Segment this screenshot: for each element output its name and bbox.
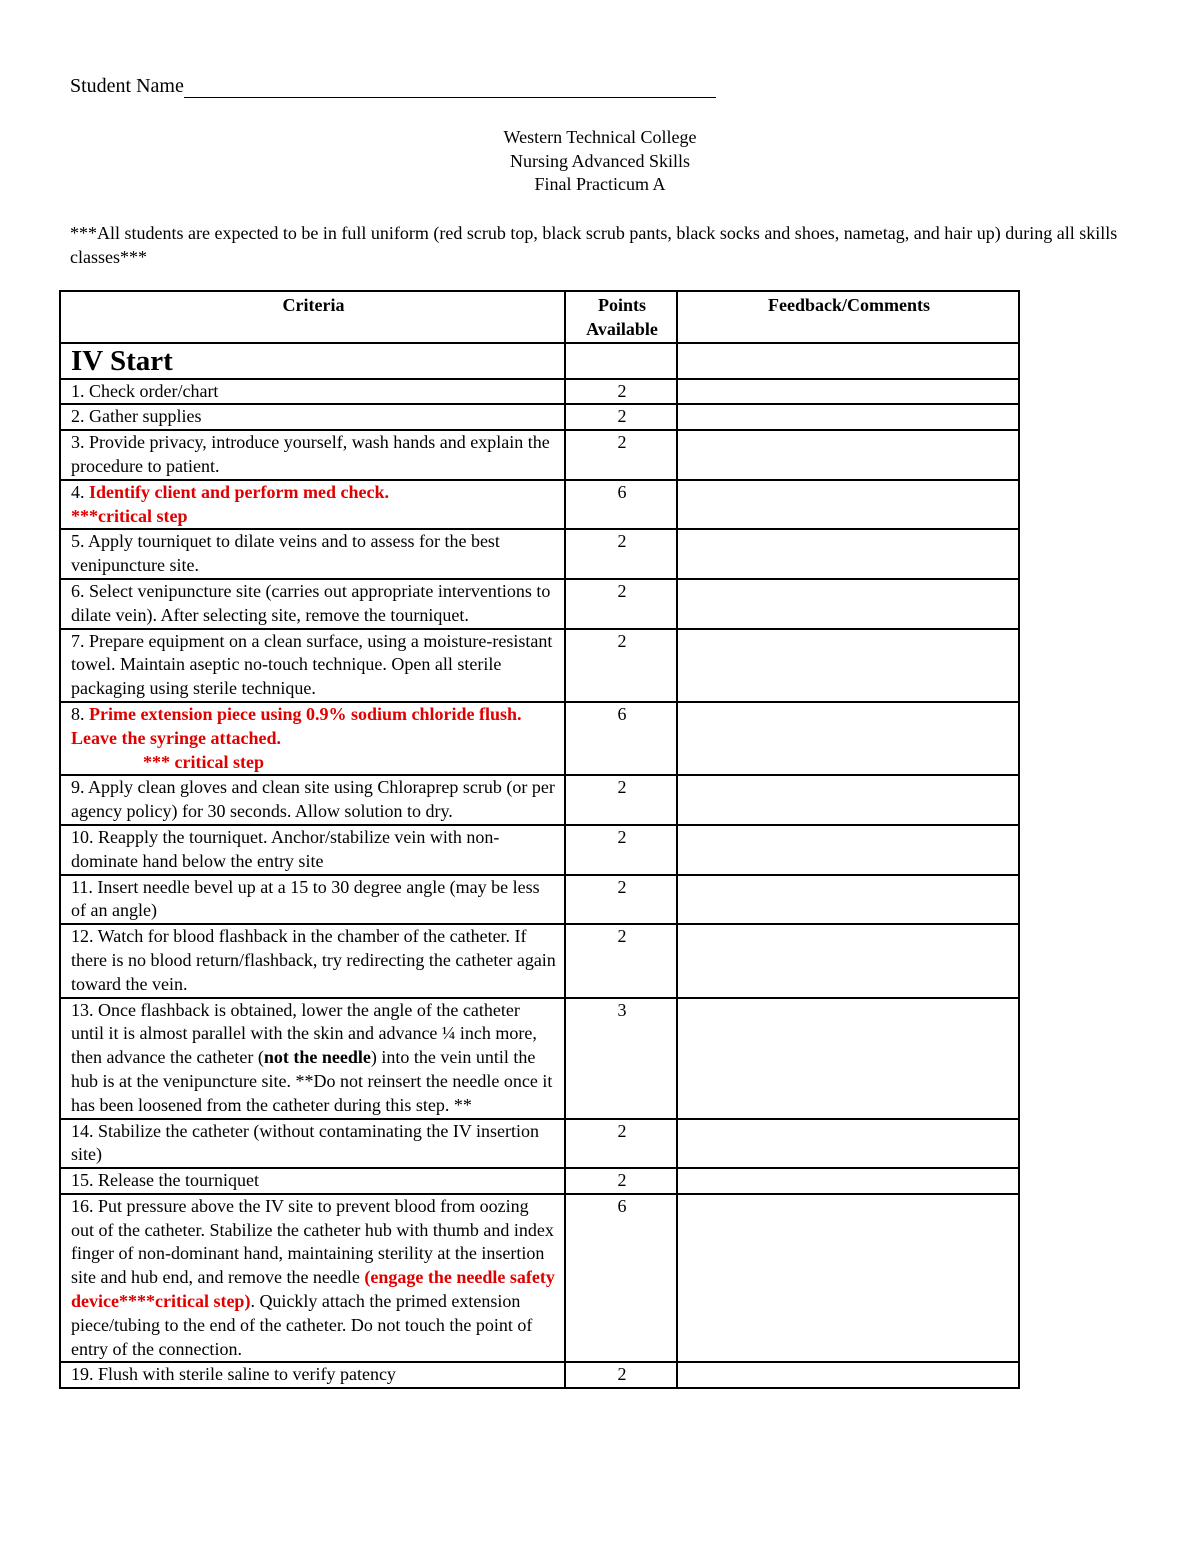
criteria-cell: 19. Flush with sterile saline to verify patency	[60, 1362, 565, 1388]
criteria-cell: 14. Stabilize the catheter (without contaminating the IV insertion site)	[60, 1119, 565, 1169]
points-cell: 2	[565, 875, 677, 925]
feedback-cell[interactable]	[677, 629, 1019, 702]
table-row	[60, 579, 1019, 629]
critical-step-text: Identify client and perform med check.	[89, 481, 389, 502]
section-title: IV Start	[60, 343, 565, 379]
table-row	[60, 775, 1019, 825]
criteria-cell: 1. Check order/chart	[60, 379, 565, 405]
student-name-line	[70, 74, 716, 98]
points-cell: 2	[565, 404, 677, 430]
document-header	[0, 126, 1200, 197]
step-text-cont: ) into the vein until the hub is at the venipuncture site. **Do not reinsert the needle once it has been loosened from the catheter during this step. **	[71, 1047, 553, 1115]
feedback-cell[interactable]	[677, 379, 1019, 405]
criteria-cell: 3. Provide privacy, introduce yourself, wash hands and explain the procedure to patient.	[60, 430, 565, 480]
criteria-cell: 11. Insert needle bevel up at a 15 to 30 degree angle (may be less of an angle)	[60, 875, 565, 925]
points-header: Points Available	[565, 291, 677, 343]
feedback-cell[interactable]	[677, 404, 1019, 430]
feedback-cell[interactable]	[677, 343, 1019, 379]
table-row	[60, 1194, 1019, 1363]
points-cell: 3	[565, 998, 677, 1119]
criteria-cell: 9. Apply clean gloves and clean site using Chloraprep scrub (or per agency policy) for 30 seconds. Allow solution to dry.	[60, 775, 565, 825]
table-row	[60, 529, 1019, 579]
criteria-cell: 10. Reapply the tourniquet. Anchor/stabilize vein with non-dominate hand below the entry site	[60, 825, 565, 875]
feedback-cell[interactable]	[677, 875, 1019, 925]
course-name: Nursing Advanced Skills	[510, 150, 690, 171]
feedback-cell[interactable]	[677, 1362, 1019, 1388]
feedback-cell[interactable]	[677, 825, 1019, 875]
points-cell: 2	[565, 825, 677, 875]
points-cell	[565, 343, 677, 379]
table-row	[60, 1362, 1019, 1388]
criteria-cell	[60, 1194, 565, 1363]
criteria-cell	[60, 702, 565, 775]
critical-step-text: (engage the needle safety device****critical step)	[71, 1267, 555, 1312]
criteria-cell: 15. Release the tourniquet	[60, 1168, 565, 1194]
criteria-cell: 7. Prepare equipment on a clean surface, using a moisture-resistant towel. Maintain aseptic no-touch technique. Open all sterile packaging using sterile technique.	[60, 629, 565, 702]
points-cell: 6	[565, 480, 677, 530]
table-row	[60, 629, 1019, 702]
table-row	[60, 1168, 1019, 1194]
table-row	[60, 702, 1019, 775]
step-number: 4.	[71, 481, 89, 502]
table-row	[60, 1119, 1019, 1169]
table-row	[60, 998, 1019, 1119]
rubric-table	[59, 290, 1020, 1389]
student-name-label: Student Name	[70, 75, 184, 97]
section-row	[60, 343, 1019, 379]
uniform-notice: ***All students are expected to be in full uniform (red scrub top, black scrub pants, black socks and shoes, nametag, and hair up) during all skills classes***	[70, 223, 1118, 267]
feedback-cell[interactable]	[677, 775, 1019, 825]
points-cell: 2	[565, 430, 677, 480]
practicum-title: Final Practicum A	[534, 174, 666, 194]
step-text: 13. Once flashback is obtained, lower the angle of the catheter until it is almost parallel with the skin and advance ¼ inch more, then advance the catheter (	[71, 999, 537, 1068]
critical-step-text: Prime extension piece using 0.9% sodium chloride flush. Leave the syringe attached.	[71, 703, 522, 748]
points-cell: 2	[565, 579, 677, 629]
step-text: 16. Put pressure above the IV site to prevent blood from oozing out of the catheter. Stabilize the catheter hub with thumb and index finger of non-dominant hand, maintaining sterility at the insertion site and hub end, and remove the needle	[71, 1195, 554, 1288]
points-cell: 2	[565, 629, 677, 702]
feedback-header: Feedback/Comments	[677, 291, 1019, 343]
criteria-cell	[60, 480, 565, 530]
feedback-cell[interactable]	[677, 529, 1019, 579]
points-cell: 2	[565, 529, 677, 579]
criteria-cell: 6. Select venipuncture site (carries out appropriate interventions to dilate vein). After selecting site, remove the tourniquet.	[60, 579, 565, 629]
criteria-cell: 5. Apply tourniquet to dilate veins and to assess for the best venipuncture site.	[60, 529, 565, 579]
feedback-cell[interactable]	[677, 1119, 1019, 1169]
table-header-row	[60, 291, 1019, 343]
college-name: Western Technical College	[503, 127, 697, 147]
critical-step-note: ***critical step	[71, 505, 188, 526]
points-cell: 6	[565, 702, 677, 775]
criteria-cell: 2. Gather supplies	[60, 404, 565, 430]
criteria-cell: 12. Watch for blood flashback in the chamber of the catheter. If there is no blood return/flashback, try redirecting the catheter again toward the vein.	[60, 924, 565, 997]
points-cell: 2	[565, 1168, 677, 1194]
feedback-cell[interactable]	[677, 702, 1019, 775]
points-cell: 2	[565, 1362, 677, 1388]
points-cell: 2	[565, 775, 677, 825]
student-name-blank[interactable]	[184, 75, 716, 98]
table-row	[60, 430, 1019, 480]
step-text-cont: . Quickly attach the primed extension piece/tubing to the end of the catheter. Do not touch the point of entry of the connection.	[71, 1291, 533, 1359]
points-cell: 2	[565, 924, 677, 997]
feedback-cell[interactable]	[677, 1194, 1019, 1363]
table-row	[60, 379, 1019, 405]
table-row	[60, 875, 1019, 925]
table-row	[60, 924, 1019, 997]
feedback-cell[interactable]	[677, 579, 1019, 629]
points-cell: 6	[565, 1194, 677, 1363]
step-emphasis: not the needle	[263, 1047, 371, 1068]
feedback-cell[interactable]	[677, 430, 1019, 480]
criteria-header: Criteria	[60, 291, 565, 343]
critical-step-note: *** critical step	[143, 751, 264, 772]
points-cell: 2	[565, 379, 677, 405]
feedback-cell[interactable]	[677, 1168, 1019, 1194]
feedback-cell[interactable]	[677, 924, 1019, 997]
criteria-cell	[60, 998, 565, 1119]
step-number: 8.	[71, 703, 89, 724]
feedback-cell[interactable]	[677, 480, 1019, 530]
table-row	[60, 404, 1019, 430]
points-cell: 2	[565, 1119, 677, 1169]
table-row	[60, 480, 1019, 530]
table-row	[60, 825, 1019, 875]
feedback-cell[interactable]	[677, 998, 1019, 1119]
